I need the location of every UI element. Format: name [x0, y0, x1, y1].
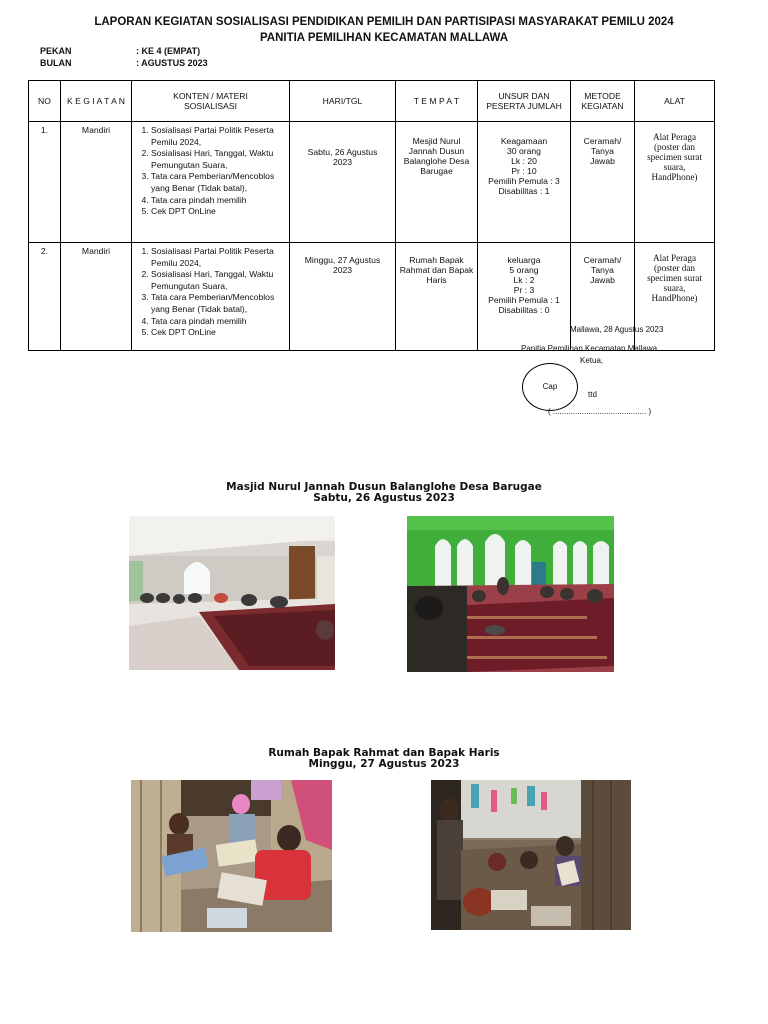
cell-tempat: Rumah Bapak Rahmat dan Bapak Haris	[396, 243, 478, 351]
photo-house-posters	[131, 780, 332, 932]
cell-no: 1.	[29, 122, 61, 243]
stamp-circle	[522, 363, 578, 411]
list-item: 1. Sosialisasi Partai Politik Peserta Pemilu 2024,	[151, 125, 286, 148]
cell-no: 2.	[29, 243, 61, 351]
header-metode: METODE KEGIATAN	[571, 81, 635, 122]
list-item: 5. Cek DPT OnLine	[151, 206, 286, 218]
cell-unsur: keluarga 5 orang Lk : 2 Pr : 3 Pemilih Pemula : 1 Disabilitas : 0	[478, 243, 571, 351]
pekan-label: PEKAN	[40, 46, 72, 56]
cell-kegiatan: Mandiri	[61, 122, 132, 243]
list-item: 4. Tata cara pindah memilih	[151, 195, 286, 207]
table-header-row	[29, 81, 715, 122]
cell-metode: Ceramah/ Tanya Jawab	[571, 243, 635, 351]
cell-alat: Alat Peraga (poster dan specimen surat suara, HandPhone)	[635, 122, 715, 243]
activity-table	[28, 80, 715, 351]
list-item: 2. Sosialisasi Hari, Tanggal, Waktu Pemungutan Suara,	[151, 148, 286, 171]
photo-section1-title: Masjid Nurul Jannah Dusun Balanglohe Desa Barugae	[226, 481, 542, 493]
signature-ttd: ttd	[588, 390, 597, 399]
cell-konten	[132, 122, 290, 243]
cell-unsur: Keagamaan 30 orang Lk : 20 Pr : 10 Pemilih Pemula : 3 Disabilitas : 1	[478, 122, 571, 243]
cell-tempat: Mesjid Nurul Jannah Dusun Balanglohe Desa Barugae	[396, 122, 478, 243]
signature-org: Panitia Pemilihan Kecamatan Mallawa	[521, 344, 658, 353]
list-item: 2. Sosialisasi Hari, Tanggal, Waktu Pemungutan Suara,	[151, 269, 286, 292]
table-row	[29, 122, 715, 243]
photo-section2-title: Rumah Bapak Rahmat dan Bapak Haris	[268, 747, 500, 759]
header-unsur: UNSUR DAN PESERTA JUMLAH	[478, 81, 571, 122]
report-subtitle: PANITIA PEMILIHAN KECAMATAN MALLAWA	[259, 32, 509, 44]
pekan-value: : KE 4 (EMPAT)	[136, 46, 201, 56]
list-item: 4. Tata cara pindah memilih	[151, 316, 286, 328]
signature-place-date: Mallawa, 28 Agustus 2023	[570, 325, 664, 334]
photo-section2-date: Minggu, 27 Agustus 2023	[308, 758, 460, 770]
header-hari: HARI/TGL	[290, 81, 396, 122]
bulan-value: : AGUSTUS 2023	[136, 58, 208, 68]
photo-mosque-green	[407, 516, 614, 672]
cell-konten	[132, 243, 290, 351]
photo-mosque-interior	[129, 516, 335, 670]
cell-metode: Ceramah/ Tanya Jawab	[571, 122, 635, 243]
bulan-line	[40, 58, 208, 68]
report-title: LAPORAN KEGIATAN SOSIALISASI PENDIDIKAN PEMILIH DAN PARTISIPASI MASYARAKAT PEMILU 2024	[94, 16, 674, 28]
cell-alat: Alat Peraga (poster dan specimen surat suara, HandPhone)	[635, 243, 715, 351]
header-tempat: T E M P A T	[396, 81, 478, 122]
header-konten: KONTEN / MATERI SOSIALISASI	[132, 81, 290, 122]
cell-kegiatan: Mandiri	[61, 243, 132, 351]
list-item: 5. Cek DPT OnLine	[151, 327, 286, 339]
signature-name-line: ( .......................................... )	[548, 407, 652, 416]
list-item: 3. Tata cara Pemberian/Mencoblos yang Benar (Tidak batal),	[151, 292, 286, 315]
bulan-label: BULAN	[40, 58, 72, 68]
header-no: NO	[29, 81, 61, 122]
header-kegiatan: K E G I A T A N	[61, 81, 132, 122]
cell-hari: Minggu, 27 Agustus 2023	[290, 243, 396, 351]
cell-hari: Sabtu, 26 Agustus 2023	[290, 122, 396, 243]
photo-section1-date: Sabtu, 26 Agustus 2023	[313, 492, 455, 504]
list-item: 1. Sosialisasi Partai Politik Peserta Pemilu 2024,	[151, 246, 286, 269]
header-alat: ALAT	[635, 81, 715, 122]
pekan-line	[40, 46, 200, 56]
stamp-label: Cap	[542, 382, 558, 391]
list-item: 3. Tata cara Pemberian/Mencoblos yang Benar (Tidak batal),	[151, 171, 286, 194]
photo-house-group	[431, 780, 631, 930]
table-row	[29, 243, 715, 351]
signature-role: Ketua,	[580, 356, 604, 365]
